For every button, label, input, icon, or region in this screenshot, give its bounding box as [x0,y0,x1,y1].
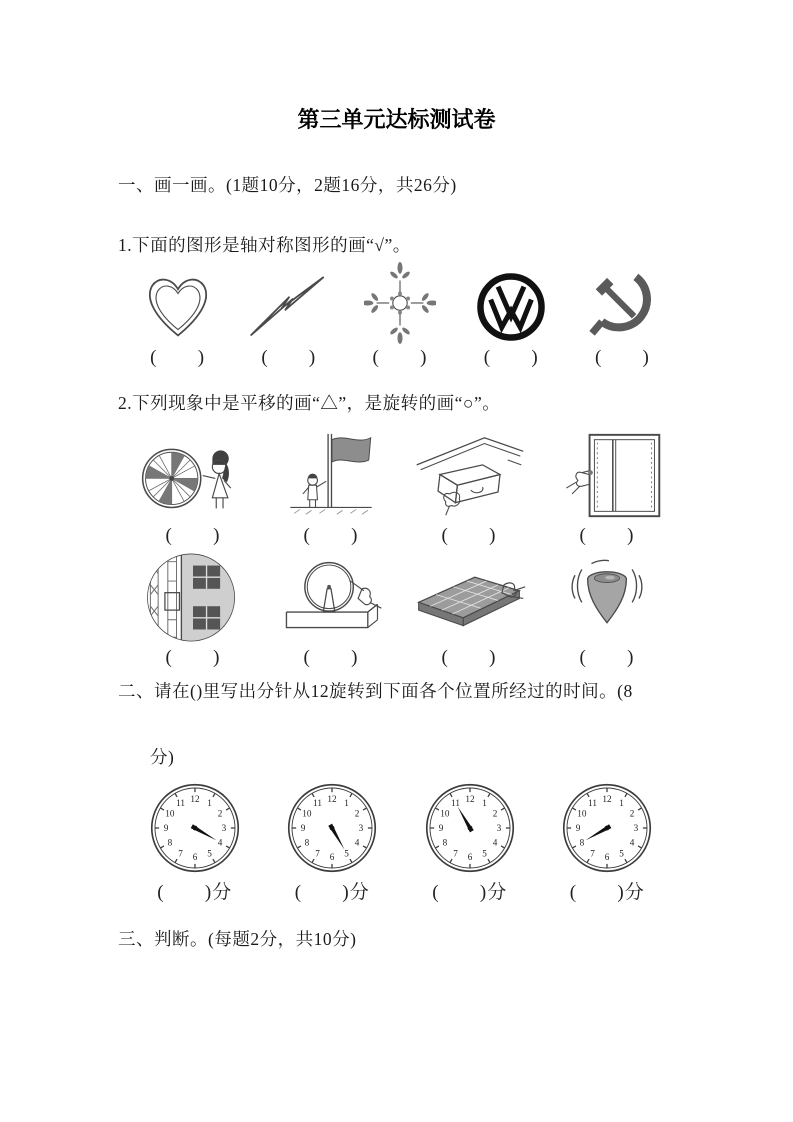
svg-text:10: 10 [302,808,312,819]
grindstone-figure-box [272,546,390,644]
flag-raising-figure [272,430,390,522]
answer-parens: ( ) [441,525,497,546]
window-figure-box [548,424,666,522]
page-title: 第三单元达标测试卷 [297,107,496,132]
figure-cell-snowflake [344,258,455,369]
clock-answer-slot: ( )分 [432,882,508,903]
svg-text:9: 9 [438,823,444,834]
answer-parens: ( ) [303,647,359,668]
question2-text: 2.下列现象中是平移的画“△”，是旋转的画“○”。 [118,393,501,413]
svg-text:2: 2 [355,808,360,819]
svg-text:12: 12 [190,794,200,805]
answer-parens: ( ) [372,347,428,368]
heart-icon [138,270,218,344]
figure-cell-window [538,424,676,547]
answer-parens: ( ) [579,525,635,546]
svg-text:11: 11 [175,798,185,809]
spinning-top-figure [548,552,666,644]
snowflake-ornament-icon [364,262,436,344]
section-two-heading-line1: 二、请在()里写出分针从12旋转到下面各个位置所经过的时间。(8 [118,681,633,701]
figure-cell-drawer [400,424,538,547]
svg-text:1: 1 [481,798,487,809]
figure-cell-lightning [233,258,344,369]
clock-face [424,782,516,874]
svg-text:7: 7 [177,848,183,859]
answer-parens: ( ) [579,647,635,668]
question2-figures-row1 [124,424,676,547]
svg-text:9: 9 [575,823,581,834]
svg-text:10: 10 [165,808,175,819]
clocks-row [126,782,676,904]
svg-text:3: 3 [358,823,364,834]
svg-text:12: 12 [602,794,612,805]
figure-cell-grindstone [262,546,400,669]
figure-cell-keyboard [400,546,538,669]
section-three-heading: 三、判断。(每题2分，共10分) [118,929,357,949]
svg-text:8: 8 [579,837,585,848]
svg-text:6: 6 [192,852,198,863]
answer-parens: ( ) [483,347,539,368]
svg-text:9: 9 [300,823,306,834]
elevator-figure-box [134,546,252,644]
figure-cell-flag [262,424,400,547]
vw-figure-box [474,258,548,344]
svg-text:1: 1 [344,798,350,809]
snowflake-figure-box [364,258,436,344]
svg-text:11: 11 [450,798,460,809]
lightning-figure-box [243,258,335,344]
grindstone-wheel-figure [272,552,390,644]
pulling-drawer-figure [410,430,528,522]
answer-parens: ( ) [303,525,359,546]
wheel-figure-box [134,424,252,522]
svg-text:3: 3 [633,823,639,834]
answer-parens: ( ) [165,525,221,546]
figure-cell-top [538,546,676,669]
pushing-keyboard-figure [410,552,528,644]
svg-text:10: 10 [577,808,587,819]
svg-text:6: 6 [467,852,473,863]
svg-text:4: 4 [492,837,498,848]
svg-text:3: 3 [496,823,502,834]
svg-text:2: 2 [492,808,498,819]
svg-text:8: 8 [442,837,447,848]
clock-answer-slot: ( )分 [157,882,233,903]
clock-answer-slot: ( )分 [569,882,645,903]
answer-parens: ( ) [150,347,206,368]
svg-text:11: 11 [313,798,323,809]
svg-text:4: 4 [355,837,360,848]
svg-text:7: 7 [452,848,458,859]
heart-figure-box [138,258,218,344]
figure-cell-elevator [124,546,262,669]
figure-cell-emblem [567,258,678,369]
answer-parens: ( ) [261,347,317,368]
answer-parens: ( ) [165,647,221,668]
svg-text:1: 1 [206,798,212,809]
svg-text:1: 1 [619,798,625,809]
svg-text:3: 3 [221,823,227,834]
clock-cell [264,782,402,904]
clock-cell [401,782,539,904]
svg-text:6: 6 [604,852,610,863]
spinning-prize-wheel-figure [134,430,252,522]
svg-text:4: 4 [630,837,635,848]
figure-cell-heart [122,258,233,369]
question2-figures-row2 [124,546,676,669]
answer-parens: ( ) [441,647,497,668]
svg-text:5: 5 [206,848,212,859]
figure-cell-wheel [124,424,262,547]
svg-text:4: 4 [217,837,223,848]
section-one-heading: 一、画一画。(1题10分，2题16分，共26分) [118,175,457,195]
question1-figures-row [122,258,678,369]
svg-text:2: 2 [217,808,223,819]
svg-text:11: 11 [588,798,598,809]
svg-text:7: 7 [315,848,321,859]
svg-text:5: 5 [481,848,487,859]
drawer-figure-box [410,424,528,522]
svg-text:5: 5 [619,848,625,859]
svg-text:7: 7 [590,848,596,859]
svg-text:8: 8 [304,837,310,848]
clock-cell [126,782,264,904]
answer-parens: ( ) [594,347,650,368]
svg-text:10: 10 [440,808,450,819]
sliding-window-figure [548,430,666,522]
clock-face [561,782,653,874]
clock-face [149,782,241,874]
svg-text:12: 12 [465,794,475,805]
svg-text:6: 6 [329,852,335,863]
vw-logo-icon [474,270,548,344]
keyboard-figure-box [410,546,528,644]
clock-answer-slot: ( )分 [294,882,370,903]
flag-figure-box [272,424,390,522]
emblem-figure-box [584,258,660,344]
svg-text:8: 8 [167,837,172,848]
lightning-icon [243,272,335,344]
section-two-heading-line2: 分) [150,747,175,767]
svg-text:5: 5 [344,848,350,859]
construction-elevator-figure [134,552,252,644]
figure-cell-vw [456,258,567,369]
clock-face [286,782,378,874]
top-figure-box [548,546,666,644]
svg-text:12: 12 [327,794,337,805]
question1-text: 1.下面的图形是轴对称图形的画“√”。 [118,235,411,255]
svg-text:9: 9 [163,823,169,834]
clock-cell [539,782,677,904]
svg-text:2: 2 [630,808,635,819]
hammer-sickle-icon [584,268,660,344]
